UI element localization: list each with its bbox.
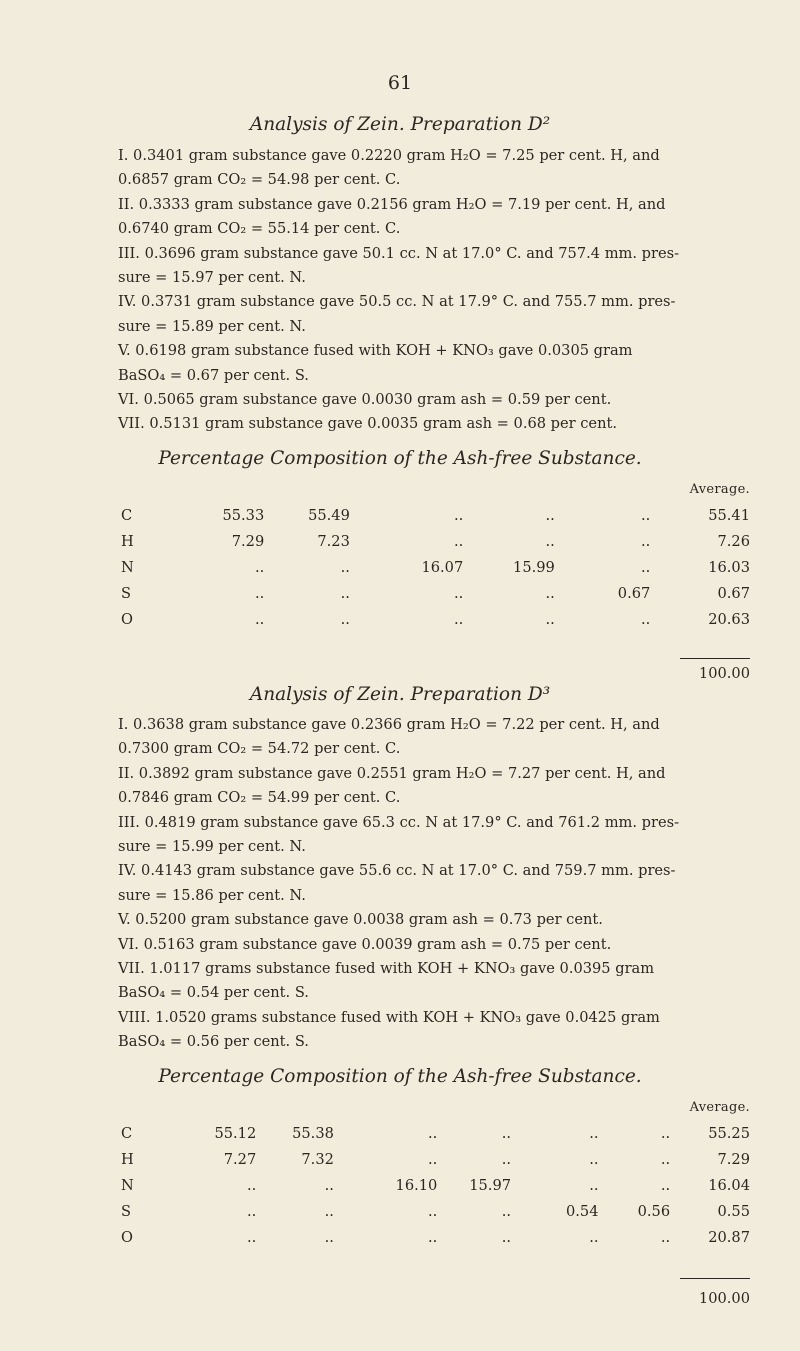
text-line: sure = 15.99 per cent. N. xyxy=(118,838,306,856)
text-line: VII. 1.0117 grams substance fused with KOH + KNO₃ gave 0.0395 gram xyxy=(118,960,655,978)
table-row xyxy=(118,528,750,554)
section2-analysis-text xyxy=(118,713,748,1055)
table-cell: .. xyxy=(660,1124,671,1142)
table-cell: .. xyxy=(246,1176,257,1194)
average-cell: 7.26 xyxy=(717,532,750,550)
section1-title: Analysis of Zein. Preparation D² xyxy=(249,114,551,135)
table-cell: .. xyxy=(589,1150,599,1168)
table-row xyxy=(118,1172,750,1198)
text-line: III. 0.4819 gram substance gave 65.3 cc. N at 17.9° C. and 761.2 mm. pres- xyxy=(118,813,680,831)
text-line: 0.6857 gram CO₂ = 54.98 per cent. C. xyxy=(118,171,401,189)
average-cell: 16.04 xyxy=(708,1176,750,1194)
table-cell: 16.10 xyxy=(395,1176,438,1194)
table-cell: .. xyxy=(545,532,555,550)
text-line: VIII. 1.0520 grams substance fused with KOH + KNO₃ gave 0.0425 gram xyxy=(118,1008,660,1026)
table-cell: .. xyxy=(254,584,265,602)
table-cell: .. xyxy=(660,1150,671,1168)
table-cell: .. xyxy=(501,1150,512,1168)
section2-total: 100.00 xyxy=(698,1290,750,1307)
text-line: II. 0.3333 gram substance gave 0.2156 gram H₂O = 7.19 per cent. H, and xyxy=(118,195,666,213)
average-cell: 7.29 xyxy=(717,1150,750,1168)
table-row xyxy=(118,1198,750,1224)
table-cell: .. xyxy=(324,1202,334,1220)
table-cell: .. xyxy=(324,1228,334,1246)
table-cell: .. xyxy=(545,610,555,628)
table-row xyxy=(118,1146,750,1172)
table-cell: 55.12 xyxy=(214,1124,257,1142)
table-cell: .. xyxy=(428,1150,438,1168)
text-line: sure = 15.89 per cent. N. xyxy=(118,317,306,335)
text-line: IV. 0.3731 gram substance gave 50.5 cc. N at 17.9° C. and 755.7 mm. pres- xyxy=(118,293,676,311)
text-line: 0.6740 gram CO₂ = 55.14 per cent. C. xyxy=(118,220,401,238)
element-label: S xyxy=(121,1202,131,1220)
text-line: 0.7846 gram CO₂ = 54.99 per cent. C. xyxy=(118,789,401,807)
element-label: O xyxy=(121,610,133,628)
table-cell: .. xyxy=(589,1228,599,1246)
table-cell: 55.38 xyxy=(292,1124,334,1142)
total-rule xyxy=(680,658,750,659)
text-line: BaSO₄ = 0.54 per cent. S. xyxy=(118,984,309,1002)
page-number: 61 xyxy=(387,72,413,94)
table-cell: .. xyxy=(453,532,464,550)
table-cell: .. xyxy=(246,1228,257,1246)
table-cell: .. xyxy=(453,584,464,602)
section2-composition-table xyxy=(118,1094,750,1250)
average-cell: 0.55 xyxy=(717,1202,750,1220)
element-label: N xyxy=(121,1176,134,1194)
table-cell: 55.33 xyxy=(222,506,265,524)
element-label: C xyxy=(121,506,133,524)
table-cell: .. xyxy=(501,1202,512,1220)
table-cell: 15.99 xyxy=(513,558,555,576)
table-cell: .. xyxy=(324,1176,334,1194)
text-line: V. 0.5200 gram substance gave 0.0038 gram ash = 0.73 per cent. xyxy=(118,911,603,929)
table-cell: 7.32 xyxy=(301,1150,334,1168)
text-line: sure = 15.97 per cent. N. xyxy=(118,269,306,287)
table-cell: .. xyxy=(641,610,651,628)
table-cell: 55.49 xyxy=(308,506,350,524)
section2-table-title: Percentage Composition of the Ash-free Substance. xyxy=(158,1066,642,1087)
table-cell: .. xyxy=(428,1228,438,1246)
section1-analysis-text xyxy=(118,144,748,437)
section1-table-title: Percentage Composition of the Ash-free Substance. xyxy=(158,448,642,469)
table-cell: .. xyxy=(501,1124,512,1142)
table-cell: .. xyxy=(453,506,464,524)
average-cell: 55.41 xyxy=(708,506,750,524)
table-cell: .. xyxy=(428,1124,438,1142)
text-line: VI. 0.5065 gram substance gave 0.0030 gram ash = 0.59 per cent. xyxy=(118,391,612,409)
table-cell: .. xyxy=(660,1228,671,1246)
table-row xyxy=(118,1224,750,1250)
text-line: V. 0.6198 gram substance fused with KOH + KNO₃ gave 0.0305 gram xyxy=(118,342,633,360)
table-cell: 0.54 xyxy=(566,1202,599,1220)
element-label: C xyxy=(121,1124,133,1142)
average-cell: 16.03 xyxy=(708,558,750,576)
table-cell: .. xyxy=(641,506,651,524)
table-row xyxy=(118,1120,750,1146)
element-label: H xyxy=(121,532,134,550)
text-line: VI. 0.5163 gram substance gave 0.0039 gram ash = 0.75 per cent. xyxy=(118,935,612,953)
text-line: I. 0.3638 gram substance gave 0.2366 gram H₂O = 7.22 per cent. H, and xyxy=(118,716,660,733)
table-row xyxy=(118,580,750,606)
average-header: Average. xyxy=(689,481,750,497)
element-label: N xyxy=(121,558,134,576)
average-cell: 0.67 xyxy=(717,584,750,602)
text-line: I. 0.3401 gram substance gave 0.2220 gram H₂O = 7.25 per cent. H, and xyxy=(118,147,660,164)
table-cell: 7.29 xyxy=(231,532,265,550)
text-line: BaSO₄ = 0.56 per cent. S. xyxy=(118,1033,309,1051)
table-cell: .. xyxy=(589,1176,599,1194)
table-cell: 0.56 xyxy=(637,1202,671,1220)
table-cell: .. xyxy=(545,506,555,524)
section2-title: Analysis of Zein. Preparation D³ xyxy=(249,684,551,705)
table-cell: .. xyxy=(660,1176,671,1194)
table-header-row xyxy=(118,1094,750,1120)
table-cell: .. xyxy=(501,1228,512,1246)
text-line: 0.7300 gram CO₂ = 54.72 per cent. C. xyxy=(118,740,401,758)
table-cell: .. xyxy=(254,610,265,628)
section1-total: 100.00 xyxy=(698,665,750,682)
average-cell: 55.25 xyxy=(708,1124,750,1142)
table-header-row xyxy=(118,476,750,502)
section1-composition-table xyxy=(118,476,750,632)
table-cell: .. xyxy=(254,558,265,576)
table-cell: 16.07 xyxy=(421,558,464,576)
table-row xyxy=(118,502,750,528)
table-cell: .. xyxy=(589,1124,599,1142)
table-cell: .. xyxy=(453,610,464,628)
text-line: VII. 0.5131 gram substance gave 0.0035 gram ash = 0.68 per cent. xyxy=(118,415,617,433)
table-cell: 7.27 xyxy=(223,1150,257,1168)
table-cell: .. xyxy=(641,558,651,576)
text-line: sure = 15.86 per cent. N. xyxy=(118,886,306,904)
total-rule xyxy=(680,1278,750,1279)
element-label: S xyxy=(121,584,131,602)
table-cell: .. xyxy=(428,1202,438,1220)
table-cell: 15.97 xyxy=(469,1176,512,1194)
text-line: BaSO₄ = 0.67 per cent. S. xyxy=(118,366,309,384)
average-cell: 20.87 xyxy=(708,1228,750,1246)
table-cell: .. xyxy=(340,558,350,576)
element-label: H xyxy=(121,1150,134,1168)
table-cell: .. xyxy=(545,584,555,602)
table-row xyxy=(118,554,750,580)
table-cell: .. xyxy=(641,532,651,550)
element-label: O xyxy=(121,1228,133,1246)
table-row xyxy=(118,606,750,632)
average-cell: 20.63 xyxy=(708,610,750,628)
average-header: Average. xyxy=(689,1099,750,1115)
table-cell: .. xyxy=(246,1202,257,1220)
table-cell: .. xyxy=(340,610,350,628)
table-cell: .. xyxy=(340,584,350,602)
table-cell: 7.23 xyxy=(317,532,350,550)
text-line: II. 0.3892 gram substance gave 0.2551 gram H₂O = 7.27 per cent. H, and xyxy=(118,764,666,782)
text-line: IV. 0.4143 gram substance gave 55.6 cc. N at 17.0° C. and 759.7 mm. pres- xyxy=(118,862,676,880)
text-line: III. 0.3696 gram substance gave 50.1 cc. N at 17.0° C. and 757.4 mm. pres- xyxy=(118,244,680,262)
table-cell: 0.67 xyxy=(617,584,651,602)
